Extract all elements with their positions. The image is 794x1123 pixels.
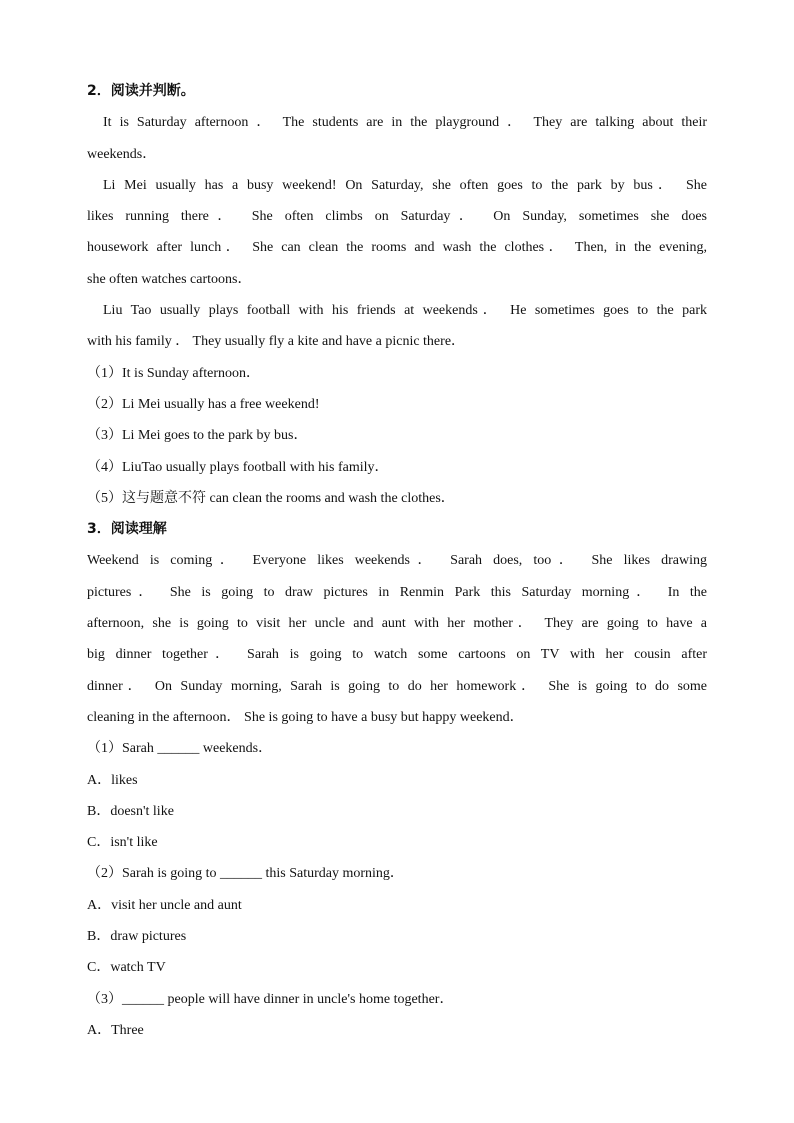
statement-item: （3）Li Mei goes to the park by bus． <box>87 428 308 444</box>
question-stem: （3）______ people will have dinner in uncle's home together． <box>87 991 454 1007</box>
passage-line: housework after lunch． She can clean the rooms and wash the clothes． Then, in the evening, <box>87 240 707 256</box>
passage-line: pictures． She is going to draw pictures in Renmin Park this Saturday morning． In the <box>87 584 707 600</box>
section-2-heading: 2．阅读并判断。 <box>87 83 195 99</box>
question-stem: （2）Sarah is going to ______ this Saturday morning． <box>87 866 404 882</box>
passage-line: she often watches cartoons． <box>87 271 252 287</box>
answer-option: A．likes <box>87 772 138 788</box>
passage-line: weekends． <box>87 146 157 162</box>
passage-line: Li Mei usually has a busy weekend! On Saturday, she often goes to the park by bus． She <box>103 177 707 193</box>
statement-item: （1）It is Sunday afternoon． <box>87 365 261 381</box>
question-stem: （1）Sarah ______ weekends． <box>87 741 273 757</box>
passage-line: with his family ． They usually fly a kite and have a picnic there． <box>87 334 466 350</box>
section-3-heading: 3．阅读理解 <box>87 521 167 538</box>
passage-line: It is Saturday afternoon ． The students are in the playground ． They are talking about their <box>103 115 707 131</box>
answer-option: A．visit her uncle and aunt <box>87 897 242 913</box>
passage-line: likes running there． She often climbs on Saturday． On Sunday, sometimes she does <box>87 209 707 225</box>
passage-line: Liu Tao usually plays football with his friends at weekends． He sometimes goes to the park <box>103 303 707 319</box>
passage-line: afternoon, she is going to visit her uncle and aunt with her mother． They are going to have a <box>87 616 707 632</box>
statement-item: （4）LiuTao usually plays football with his family． <box>87 459 389 475</box>
passage-line: dinner． On Sunday morning, Sarah is going to do her homework． She is going to do some <box>87 678 707 694</box>
passage-line: cleaning in the afternoon． She is going to have a busy but happy weekend． <box>87 709 524 725</box>
answer-option: C．isn't like <box>87 835 158 851</box>
passage-line: big dinner together． Sarah is going to watch some cartoons on TV with her cousin after <box>87 647 707 663</box>
statement-item: （5）这与题意不符 can clean the rooms and wash the clothes． <box>87 490 455 506</box>
statement-item: （2）Li Mei usually has a free weekend! <box>87 396 320 412</box>
answer-option: A．Three <box>87 1022 144 1038</box>
answer-option: B．draw pictures <box>87 929 187 945</box>
passage-line: Weekend is coming． Everyone likes weekends． Sarah does, too． She likes drawing <box>87 553 707 569</box>
answer-option: B．doesn't like <box>87 803 174 819</box>
answer-option: C．watch TV <box>87 960 166 976</box>
document-page <box>87 76 707 1046</box>
